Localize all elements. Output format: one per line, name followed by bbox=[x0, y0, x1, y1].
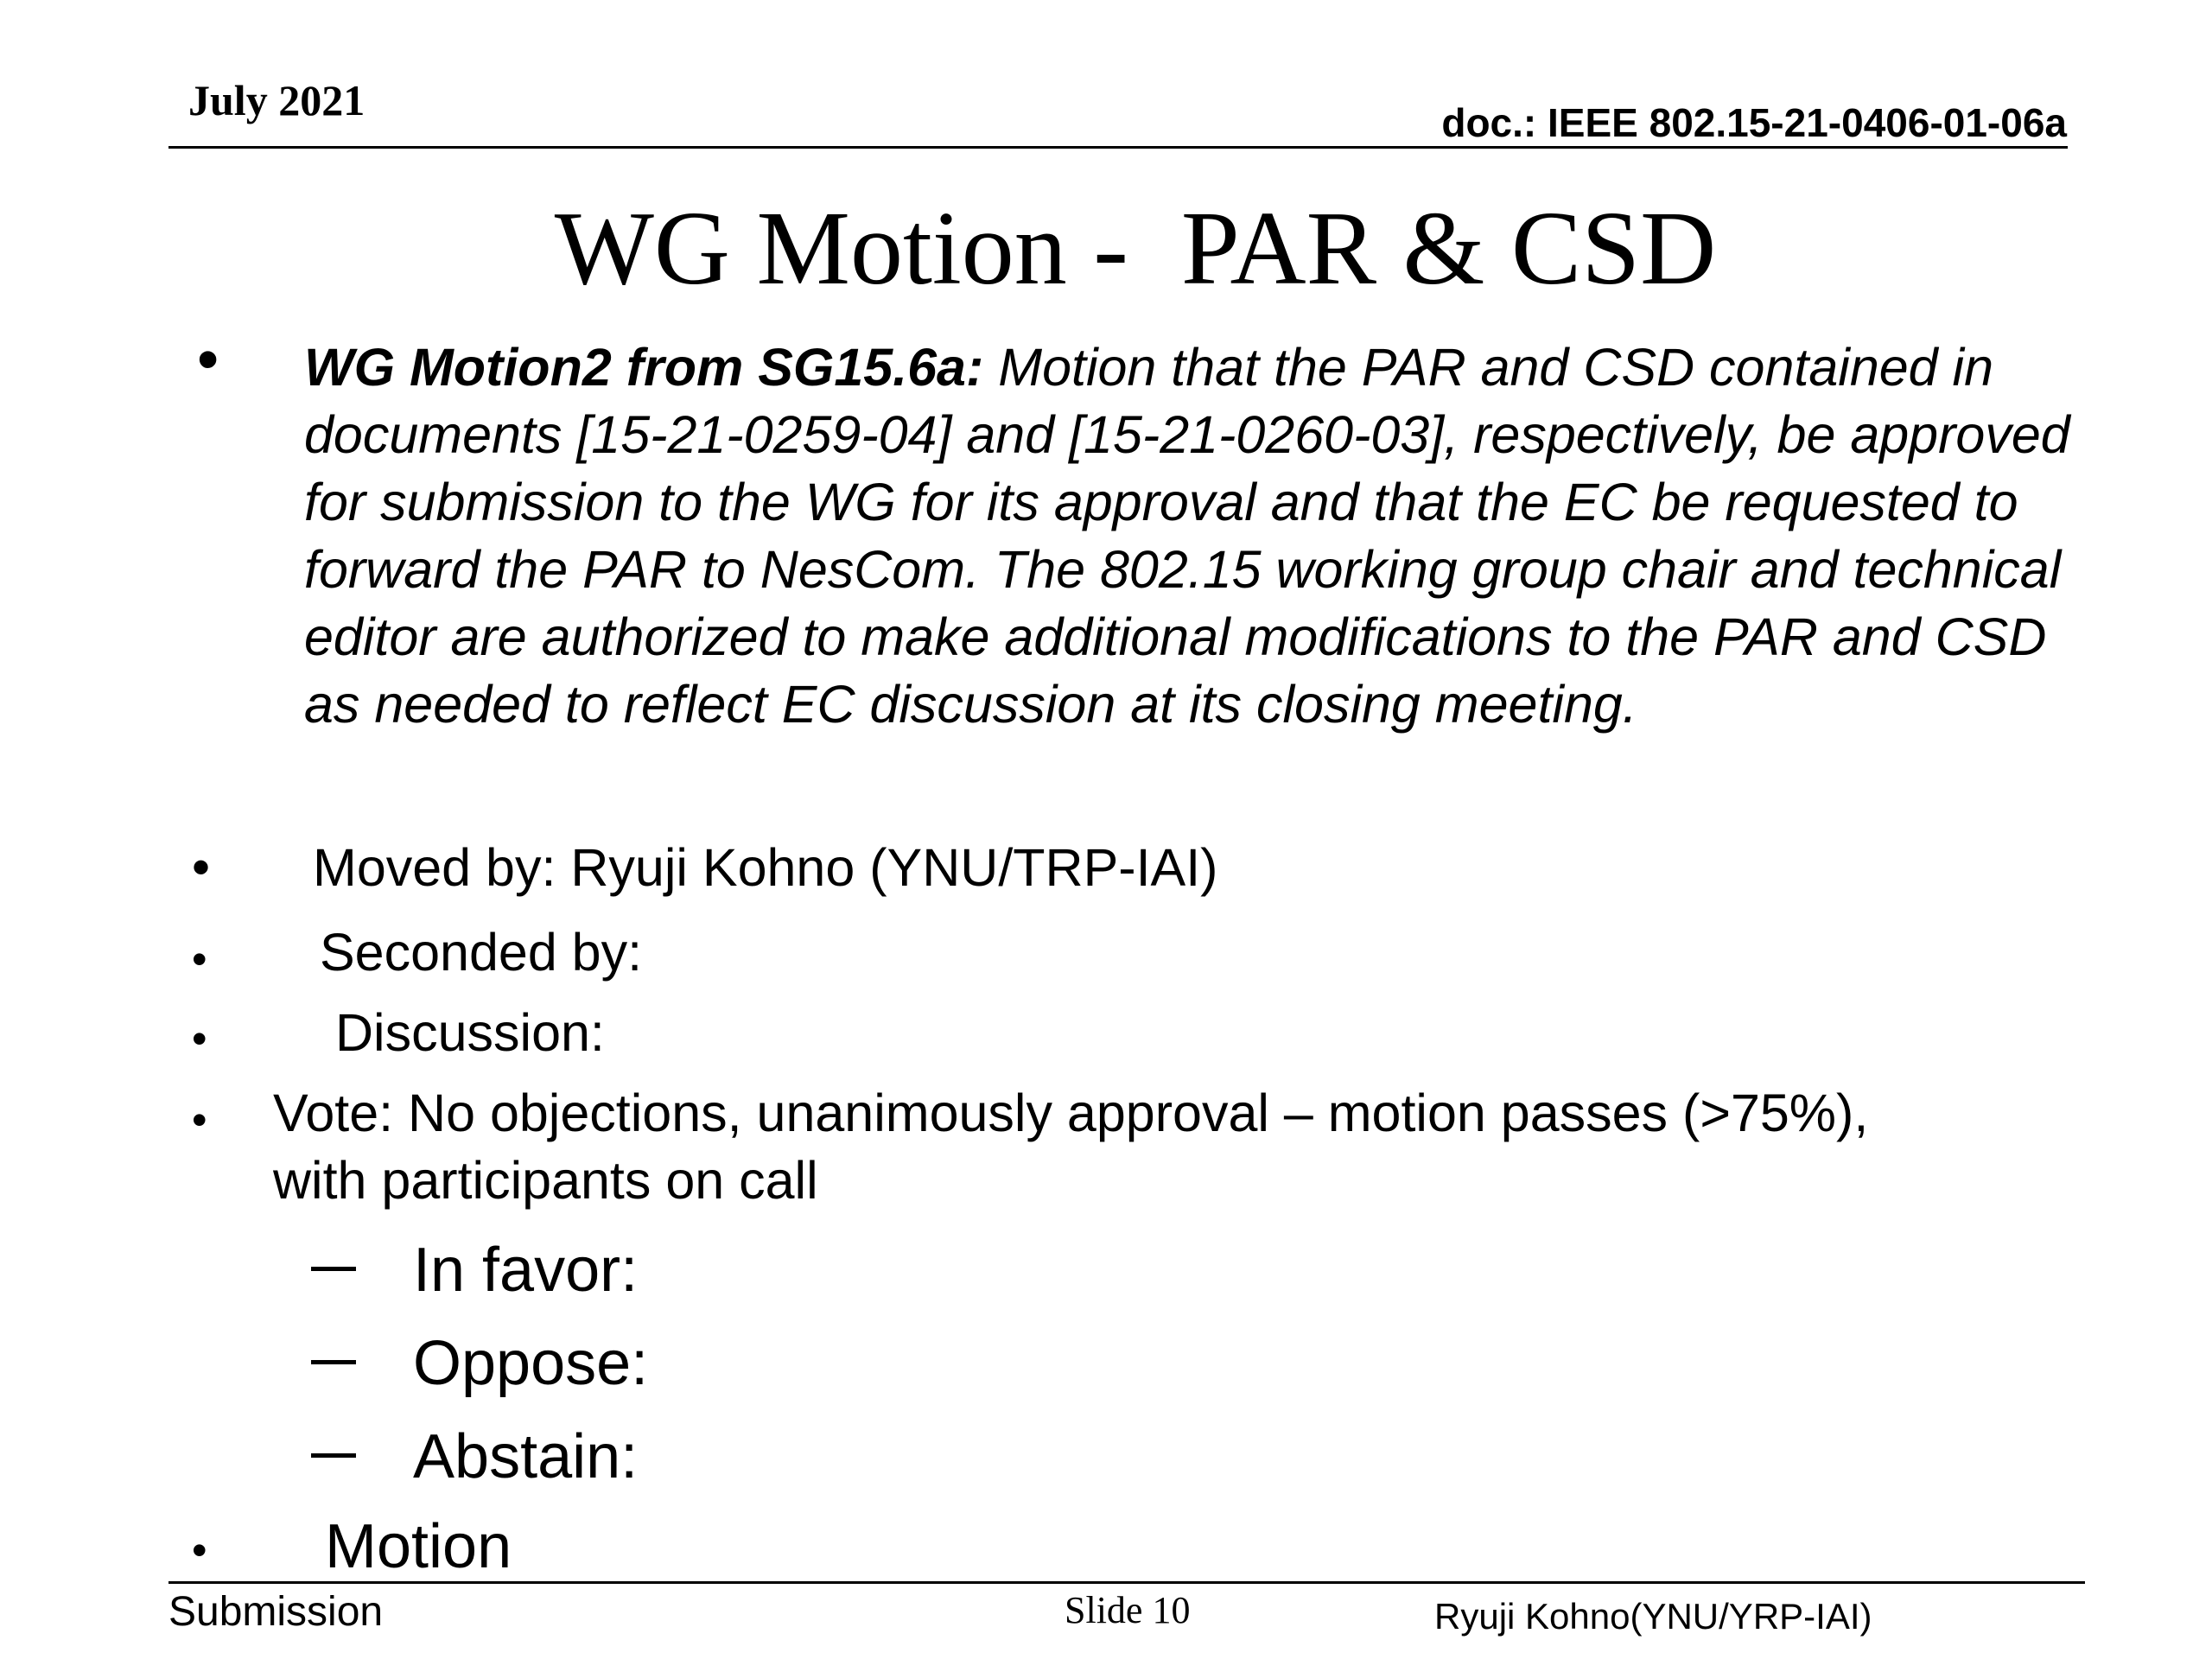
header-divider bbox=[168, 146, 2068, 149]
footer-slide-number: Slide 10 bbox=[1065, 1589, 1191, 1631]
header-doc-id: doc.: IEEE 802.15-21-0406-01-06a bbox=[1441, 100, 2067, 145]
footer-author: Ryuji Kohno(YNU/YRP-IAI) bbox=[1434, 1596, 1872, 1637]
bullet-icon: • bbox=[192, 935, 207, 983]
discussion: Discussion: bbox=[335, 1003, 605, 1062]
vote-line-2: with participants on call bbox=[273, 1151, 818, 1210]
dash-icon bbox=[311, 1267, 356, 1271]
slide-title: WG Motion - PAR & CSD bbox=[554, 190, 1717, 307]
footer-submission: Submission bbox=[168, 1589, 384, 1635]
abstain: Abstain: bbox=[413, 1422, 639, 1491]
bullet-icon: • bbox=[192, 1096, 207, 1144]
dash-icon bbox=[311, 1360, 356, 1364]
dash-icon bbox=[311, 1453, 356, 1458]
bullet-icon: • bbox=[192, 838, 211, 896]
motion-body: Motion that the PAR and CSD contained in documents [15-21-0259-04] and [15-21-0260-03], respectively, be approved for submission to the WG for its approval and that the EC be requested to forward the PAR to NesCom. The 802.15 working group chair and technical editor are authorized to make additional modifications to the PAR and CSD as needed to reflect EC discussion at its closing meeting. bbox=[304, 338, 2070, 734]
vote-line-1: Vote: No objections, unanimously approval – motion passes (>75%), bbox=[273, 1084, 1869, 1142]
motion-item: Motion bbox=[325, 1512, 512, 1581]
seconded-by: Seconded by: bbox=[320, 923, 643, 982]
motion-paragraph bbox=[304, 334, 2084, 738]
in-favor: In favor: bbox=[413, 1236, 639, 1305]
bullet-icon: • bbox=[197, 325, 219, 394]
header-date: July 2021 bbox=[188, 76, 365, 124]
moved-by: Moved by: Ryuji Kohno (YNU/TRP-IAI) bbox=[313, 838, 1218, 897]
bullet-icon: • bbox=[192, 1526, 207, 1574]
oppose: Oppose: bbox=[413, 1329, 649, 1398]
motion-label: WG Motion2 from SG15.6a: bbox=[304, 338, 984, 397]
bullet-icon: • bbox=[192, 1014, 207, 1063]
footer-divider bbox=[168, 1581, 2085, 1584]
